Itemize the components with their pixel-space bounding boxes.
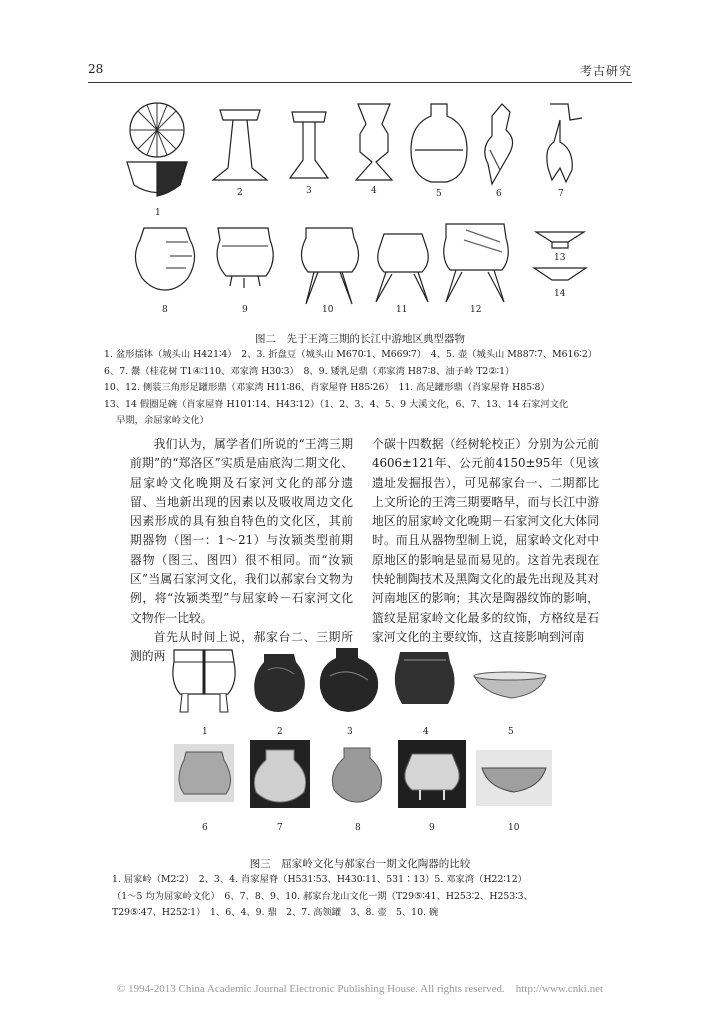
vessel-7 — [547, 104, 582, 182]
fig3-label-2: 2 — [277, 727, 283, 737]
journal-name: 考古研究 — [579, 64, 632, 78]
figure2-drawings — [120, 90, 600, 315]
body-column-left — [130, 435, 353, 667]
vessel-3 — [290, 112, 328, 178]
fig2-label-10: 10 — [322, 305, 334, 315]
fig2-label-9: 9 — [242, 305, 248, 315]
caption-line: 10、12. 侧装三角形足罐形鼎（邓家湾 H11∶86、肖家屋脊 H85∶26） 11. 高足罐形鼎（肖家屋脊 H85∶8） — [104, 382, 550, 393]
vessel-6 — [485, 104, 513, 184]
caption-line: 13、14 假圈足碗（肖家屋脊 H101∶14、H43∶12）（1、2、3、4、5、9 大溪文化，6、7、13、14 石家河文化 — [104, 398, 569, 410]
vessel-11 — [376, 234, 428, 302]
photo-6 — [174, 744, 234, 802]
photo-5 — [474, 672, 546, 698]
vessel-14 — [534, 268, 586, 280]
fig3-label-8: 8 — [355, 823, 361, 833]
paragraph: 首先从时间上说，郝家台二、三期所测的两 — [130, 629, 353, 664]
fig2-label-2: 2 — [237, 188, 243, 198]
page-number: 28 — [88, 62, 104, 76]
vessel-9 — [217, 228, 273, 288]
fig2-label-3: 3 — [306, 186, 312, 196]
vessel-1 — [127, 103, 187, 196]
photo-10 — [476, 750, 552, 806]
figure3-photos — [168, 640, 558, 838]
vessel-4 — [356, 104, 392, 180]
caption-line: （1～5 均为屈家岭文化） 6、7、8、9、10. 郝家台龙山文化一期（T29⑤∶41、H253∶2、H253∶3、 — [112, 890, 533, 902]
photo-3 — [320, 648, 378, 712]
caption-line: 6、7. 鬶（桂花树 T1④∶110、邓家湾 H30∶3） 8、9. 矮乳足鼎（邓家湾 H87∶8、油子岭 T2②∶1） — [104, 365, 515, 377]
paragraph: 个碳十四数据（经树轮校正）分别为公元前4606±121年、公元前4150±95年（见该遗址发掘报告），可见郝家台一、二期都比上文所论的王湾三期要略早，而与长江中游地区的屈家岭文化晚期－石家河文化大体同时。而且从器物型制上说，屈家岭文化对中原地区的影响是显而易见的。这首先表现在快轮制陶技术及黑陶文化的最先出现及其对河南地区的影响；其次是陶器纹饰的影响，篮纹是屈家岭文化最多的纹饰，方格纹是石家河文化的主要纹饰，这直接影响到河南 — [372, 437, 599, 644]
photo-8 — [326, 740, 388, 808]
fig2-label-4: 4 — [371, 186, 377, 196]
vessel-2 — [213, 110, 267, 180]
fig2-label-5: 5 — [436, 189, 442, 199]
photo-7 — [250, 740, 310, 808]
figure3-caption — [112, 872, 632, 922]
caption-line: 1. 盆形擂钵（城头山 H421∶4） 2、3. 折盘豆（城头山 M670∶1、M669∶7） 4、5. 壶（城头山 M887∶7、M616∶2） — [104, 349, 598, 360]
fig3-label-10: 10 — [508, 823, 520, 833]
fig2-label-7: 7 — [558, 189, 564, 199]
photo-9 — [398, 740, 466, 808]
fig2-label-1: 1 — [155, 208, 161, 218]
fig2-label-14: 14 — [554, 289, 566, 299]
figure2-title: 图二 先于王湾三期的长江中游地区典型器物 — [255, 333, 465, 345]
photo-1 — [173, 650, 235, 712]
body-column-right — [372, 435, 599, 647]
fig3-label-3: 3 — [347, 727, 353, 737]
fig3-label-5: 5 — [508, 727, 514, 737]
vessel-12 — [444, 224, 509, 302]
figure2-caption — [104, 347, 624, 430]
caption-line: 早期，余屈家岭文化） — [116, 415, 209, 426]
fig3-label-4: 4 — [423, 727, 429, 737]
copyright-footer: © 1994-2013 China Academic Journal Electronic Publishing House. All rights reserved. http://www.cnki.net — [116, 983, 604, 995]
vessel-13 — [536, 232, 584, 248]
fig3-label-6: 6 — [202, 823, 208, 833]
caption-line: T29⑤∶47、H252∶1） 1、6、4、9. 鼎 2、7. 高领罐 3、8. 壶 5、10. 碗 — [112, 907, 439, 918]
header-rule — [88, 82, 632, 83]
fig2-label-8: 8 — [162, 305, 168, 315]
vessel-8 — [135, 228, 194, 290]
fig3-label-1: 1 — [202, 727, 208, 737]
vessel-10 — [301, 228, 358, 304]
fig2-label-6: 6 — [496, 189, 502, 199]
fig3-label-7: 7 — [277, 823, 283, 833]
photo-2 — [252, 646, 308, 716]
fig3-label-9: 9 — [429, 823, 435, 833]
caption-line: 1. 屈家岭（M2∶2） 2、3、4. 肖家屋脊（H531∶53、H430∶11、531∶13）5. 邓家湾（H22∶12） — [112, 874, 527, 885]
fig2-label-13: 13 — [554, 253, 566, 263]
running-header — [88, 62, 632, 80]
fig2-label-12: 12 — [470, 305, 482, 315]
photo-4 — [395, 652, 455, 704]
paragraph: 我们认为，属学者们所说的“王湾三期前期”的“郑洛区”实质是庙底沟二期文化、屈家岭文化晚期及石家河文化的部分遗留、当地新出现的因素以及吸收周边文化因素形成的具有独自特色的文化区，其前期器物（图一：1～21）与汝颍类型前期器物（图三、图四）很不相同。而“汝颍区”当属石家河文化，我们以郝家台文物为例，将“汝颍类型”与屈家岭－石家河文化文物作一比较。 — [130, 437, 353, 625]
vessel-5 — [411, 104, 467, 182]
fig2-label-11: 11 — [396, 305, 408, 315]
figure3-title: 图三 屈家岭文化与郝家台一期文化陶器的比较 — [249, 858, 471, 870]
